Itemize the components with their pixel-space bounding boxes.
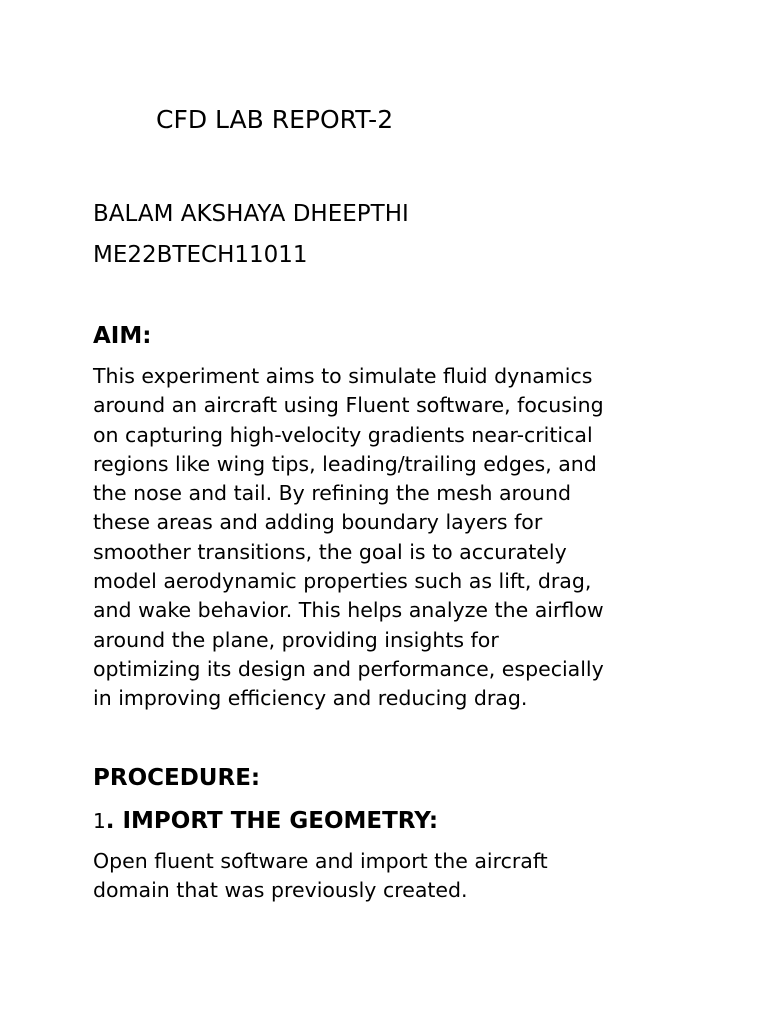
aim-paragraph	[93, 362, 693, 714]
aim-line: around the plane, providing insights for	[93, 627, 499, 652]
author-name: BALAM AKSHAYA DHEEPTHI	[93, 201, 409, 227]
aim-line: on capturing high-velocity gradients near-critical	[93, 422, 593, 447]
aim-line: regions like wing tips, leading/trailing edges, and	[93, 451, 597, 476]
aim-line: the nose and tail. By refining the mesh around	[93, 481, 572, 506]
aim-line: and wake behavior. This helps analyze the airflow	[93, 598, 604, 623]
aim-line: optimizing its design and performance, especially	[93, 656, 604, 681]
procedure-heading: PROCEDURE:	[93, 765, 261, 791]
step-heading	[93, 806, 438, 836]
aim-line: in improving efficiency and reducing drag.	[93, 686, 528, 711]
author-block	[93, 194, 409, 276]
step-title: . IMPORT THE GEOMETRY:	[105, 808, 439, 834]
aim-line: around an aircraft using Fluent software, focusing	[93, 393, 604, 418]
aim-line: This experiment aims to simulate fluid dynamics	[93, 364, 593, 388]
step-paragraph	[93, 847, 693, 905]
step-number: 1	[93, 809, 106, 833]
aim-line: these areas and adding boundary layers for	[93, 510, 543, 535]
roll-number: ME22BTECH11011	[93, 242, 308, 268]
step-line: domain that was previously created.	[93, 878, 468, 902]
report-title: CFD LAB REPORT-2	[156, 105, 394, 134]
aim-heading: AIM:	[93, 323, 152, 349]
aim-line: model aerodynamic properties such as lift, drag,	[93, 569, 592, 594]
aim-line: smoother transitions, the goal is to accurately	[93, 539, 567, 564]
step-line: Open fluent software and import the aircraft	[93, 849, 548, 873]
